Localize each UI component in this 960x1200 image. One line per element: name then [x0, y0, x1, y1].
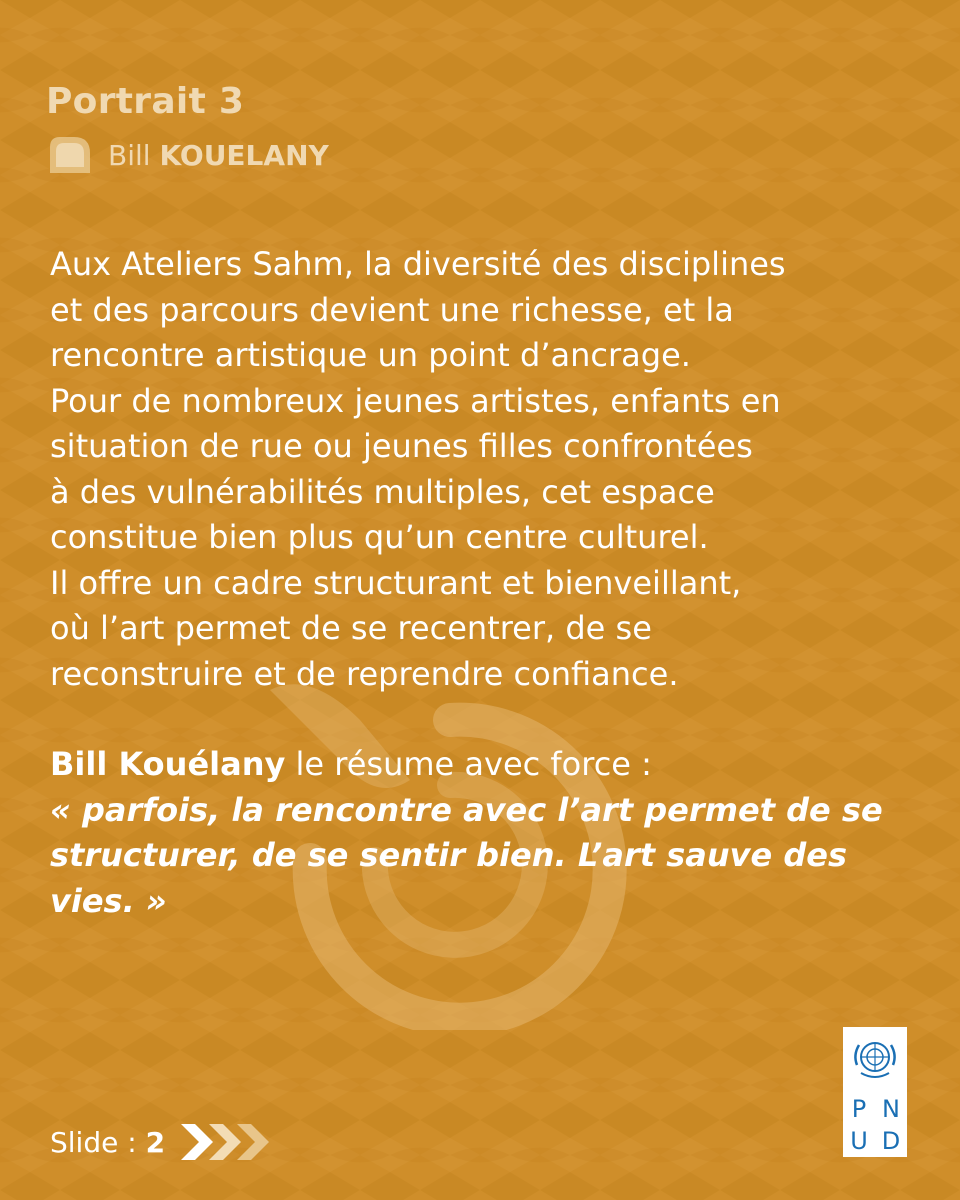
- summary-lead: le résume avec force :: [285, 745, 652, 783]
- slide-number: 2: [145, 1125, 166, 1159]
- logo-letter: P: [851, 1095, 867, 1123]
- portrait-title: Portrait 3: [46, 81, 245, 122]
- pnud-letters: [843, 1093, 907, 1157]
- person-name: [108, 139, 329, 172]
- logo-letter: U: [850, 1127, 868, 1155]
- footer: [50, 1120, 289, 1164]
- slide-label: Slide :: [50, 1125, 146, 1159]
- next-arrows-icon[interactable]: [179, 1120, 289, 1164]
- body-paragraph: Aux Ateliers Sahm, la diversité des disciplines et des parcours devient une richesse, et la rencontre artistique un point d’ancrage. Pour de nombreux jeunes artistes, enfants en situation de rue ou jeunes filles confrontées à des vulnérabilités multiples, cet espace constitue bien plus qu’un centre culturel. Il offre un cadre structurant et bienveillant, où l’art permet de se recentrer, de se reconstruire et de reprendre confiance.: [50, 245, 786, 693]
- pnud-logo: [843, 1027, 907, 1157]
- summary-name: Bill Kouélany: [50, 745, 286, 783]
- logo-letter: D: [881, 1127, 901, 1155]
- leaf-icon: [46, 133, 94, 177]
- logo-letter: N: [882, 1095, 900, 1123]
- last-name: KOUELANY: [159, 138, 329, 172]
- name-row: [46, 132, 329, 178]
- summary-block: [50, 742, 920, 924]
- un-emblem-icon: [843, 1027, 907, 1091]
- summary-quote: « parfois, la rencontre avec l’art permet de se structurer, de se sentir bien. L’art sauve des vies. »: [50, 790, 883, 920]
- first-name: Bill: [108, 138, 151, 172]
- slide-indicator: [50, 1126, 165, 1159]
- header: [46, 80, 244, 124]
